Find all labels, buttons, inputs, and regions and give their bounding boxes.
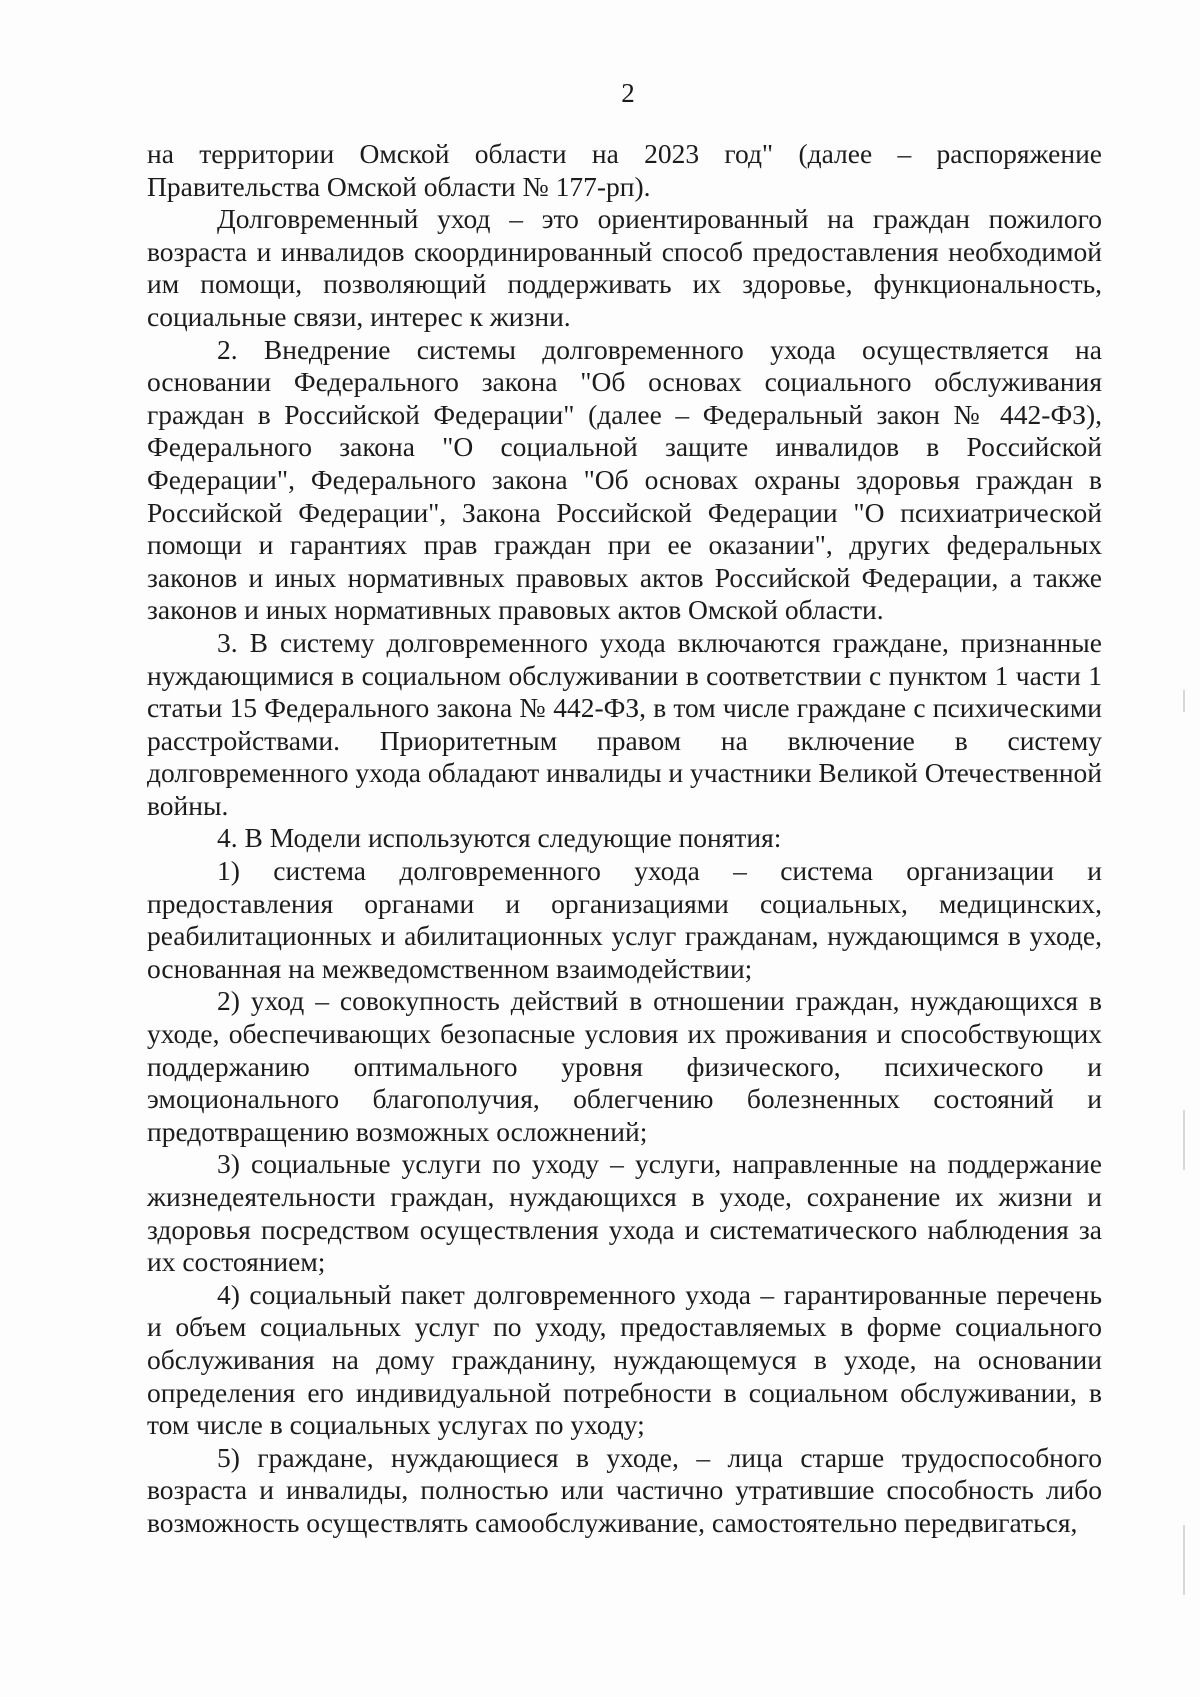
scan-artifact: [1183, 1525, 1185, 1595]
scan-artifact: [1183, 1110, 1185, 1170]
paragraph-continuation: на территории Омской области на 2023 год" (далее – распоряжение Правительства Омской области № 177-рп).: [147, 138, 1102, 202]
paragraph-subitem-4: 4) социальный пакет долговременного ухода – гарантированные перечень и объем социальных услуг по уходу, предоставляемых в форме социального обслуживания на дому гражданину, нуждающемуся в уходе, на основании определения его индивидуальной потребности в социальном обслуживании, в том числе в социальных услугах по уходу;: [147, 1278, 1102, 1441]
paragraph-subitem-3: 3) социальные услуги по уходу – услуги, направленные на поддержание жизнедеятельности граждан, нуждающихся в уходе, сохранение их жизни и здоровья посредством осуществления ухода и систематического наблюдения за их состоянием;: [147, 1148, 1102, 1278]
document-body: [147, 138, 1102, 1540]
paragraph-item-4: 4. В Модели используются следующие понятия:: [217, 822, 782, 854]
page-number: 2: [621, 78, 635, 108]
scan-artifact: [1183, 690, 1185, 712]
paragraph-item-2: 2. Внедрение системы долговременного ухода осуществляется на основании Федерального закона "Об основах социального обслуживания граждан в Российской Федерации" (далее – Федеральный закон № 442-ФЗ), Федерального закона "О социальной защите инвалидов в Российской Федерации", Федерального закона "Об основах охраны здоровья граждан в Российской Федерации", Закона Российской Федерации "О психиатрической помощи и гарантиях прав граждан при ее оказании", других федеральных законов и иных нормативных правовых актов Российской Федерации, а также законов и иных нормативных правовых актов Омской области.: [147, 333, 1102, 626]
paragraph-subitem-2: 2) уход – совокупность действий в отношении граждан, нуждающихся в уходе, обеспечивающих безопасные условия их проживания и способствующих поддержанию оптимального уровня физического, психического и эмоционального благополучия, облегчению болезненных состояний и предотвращению возможных осложнений;: [147, 985, 1102, 1147]
paragraph-subitem-1: 1) система долговременного ухода – система организации и предоставления органами и организациями социальных, медицинских, реабилитационных и абилитационных услуг гражданам, нуждающимся в уходе, основанная на межведомственном взаимодействии;: [147, 855, 1102, 984]
paragraph-subitem-5: 5) граждане, нуждающиеся в уходе, – лица старше трудоспособного возраста и инвалиды, полностью или частично утратившие способность либо возможность осуществлять самообслуживание, самостоятельно передвигаться,: [147, 1441, 1102, 1538]
paragraph-item-3: 3. В систему долговременного ухода включаются граждане, признанные нуждающимися в социальном обслуживании в соответствии с пунктом 1 части 1 статьи 15 Федерального закона № 442-ФЗ, в том числе граждане с психическими расстройствами. Приоритетным правом на включение в систему долговременного ухода обладают инвалиды и участники Великой Отечественной войны.: [147, 626, 1102, 821]
paragraph-long-term-care-definition: Долговременный уход – это ориентированный на граждан пожилого возраста и инвалидов скоординированный способ предоставления необходимой им помощи, позволяющий поддерживать их здоровье, функциональность, социальные связи, интерес к жизни.: [147, 203, 1102, 332]
